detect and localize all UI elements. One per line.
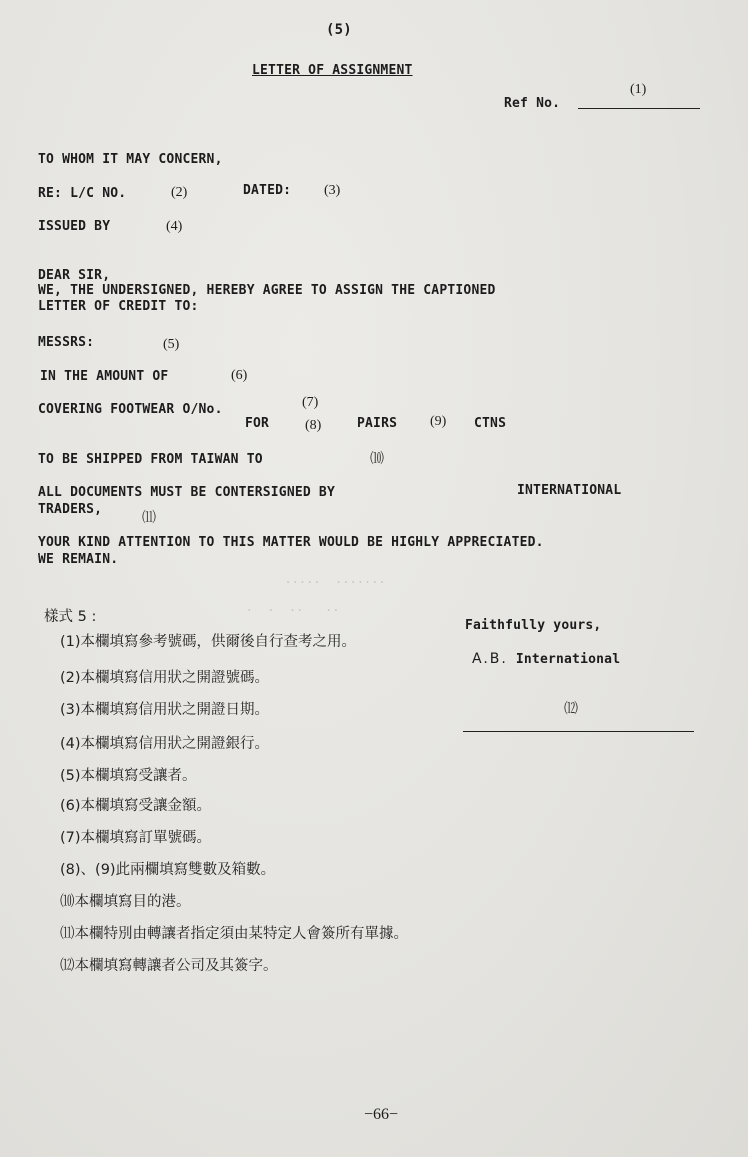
pairs-label: PAIRS bbox=[357, 416, 398, 431]
company-name bbox=[472, 651, 620, 667]
documents-international: INTERNATIONAL bbox=[517, 483, 622, 498]
amount-label: IN THE AMOUNT OF bbox=[40, 369, 169, 384]
issued-by-marker: (4) bbox=[166, 219, 183, 234]
documents-line-1: ALL DOCUMENTS MUST BE CONTERSIGNED BY bbox=[38, 485, 335, 500]
note-item: (4)本欄填寫信用狀之開證銀行。 bbox=[60, 736, 270, 752]
note-item: ⑽本欄填寫目的港。 bbox=[60, 894, 191, 910]
ref-marker: (1) bbox=[630, 82, 647, 97]
company-prefix: A.B. bbox=[472, 651, 508, 667]
documents-line-2: TRADERS, bbox=[38, 502, 103, 517]
countersign-marker: ⑾ bbox=[142, 511, 156, 526]
closing-line-2: WE REMAIN. bbox=[38, 552, 119, 567]
lc-number-marker: (2) bbox=[171, 185, 188, 200]
company-suffix: International bbox=[515, 652, 621, 667]
shipped-label: TO BE SHIPPED FROM TAIWAN TO bbox=[38, 452, 263, 467]
note-item: (3)本欄填寫信用狀之開證日期。 bbox=[60, 702, 270, 718]
letter-title: LETTER OF ASSIGNMENT bbox=[252, 63, 413, 78]
note-item: ⑾本欄特別由轉讓者指定須由某特定人會簽所有單據。 bbox=[60, 926, 408, 942]
note-item: (5)本欄填寫受讓者。 bbox=[60, 768, 197, 784]
order-number-marker: (7) bbox=[302, 395, 319, 410]
issued-by-label: ISSUED BY bbox=[38, 219, 111, 234]
pairs-count-marker: (8) bbox=[305, 418, 322, 433]
dear-sir: DEAR SIR, bbox=[38, 268, 111, 283]
destination-marker: ⑽ bbox=[370, 452, 384, 467]
bleed-through-text: . . .. .. bbox=[195, 600, 340, 614]
note-item: ⑿本欄填寫轉讓者公司及其簽字。 bbox=[60, 958, 278, 974]
salutation: TO WHOM IT MAY CONCERN, bbox=[38, 152, 223, 167]
amount-marker: (6) bbox=[231, 368, 248, 383]
cartons-count-marker: (9) bbox=[430, 414, 447, 429]
lc-number-label: RE: L/C NO. bbox=[38, 186, 127, 201]
messrs-label: MESSRS: bbox=[38, 335, 95, 350]
note-item: (7)本欄填寫訂單號碼。 bbox=[60, 830, 212, 846]
for-label: FOR bbox=[245, 416, 270, 431]
dated-label: DATED: bbox=[243, 183, 292, 198]
page-number: −66− bbox=[364, 1106, 399, 1123]
signature-line bbox=[463, 731, 694, 732]
bleed-through-text: ..... ....... bbox=[270, 572, 386, 586]
page-label: (5) bbox=[326, 22, 352, 38]
signature-marker: ⑿ bbox=[564, 702, 578, 717]
covering-label: COVERING FOOTWEAR O/No. bbox=[38, 402, 223, 417]
note-item: (6)本欄填寫受讓金額。 bbox=[60, 798, 212, 814]
faithfully-yours: Faithfully yours, bbox=[465, 618, 602, 633]
note-item: (2)本欄填寫信用狀之開證號碼。 bbox=[60, 670, 270, 686]
ref-label: Ref No. bbox=[504, 96, 561, 111]
body-line-1: WE, THE UNDERSIGNED, HEREBY AGREE TO ASSIGN THE CAPTIONED bbox=[38, 283, 496, 298]
dated-marker: (3) bbox=[324, 183, 341, 198]
notes-heading: 樣式 5 : bbox=[44, 609, 97, 625]
note-item: (8)、(9)此兩欄填寫雙數及箱數。 bbox=[60, 862, 276, 878]
ctns-label: CTNS bbox=[474, 416, 507, 431]
body-line-2: LETTER OF CREDIT TO: bbox=[38, 299, 199, 314]
ref-underline bbox=[578, 108, 700, 109]
note-item: (1)本欄填寫參考號碼，供爾後自行查考之用。 bbox=[60, 634, 357, 650]
closing-line-1: YOUR KIND ATTENTION TO THIS MATTER WOULD BE HIGHLY APPRECIATED. bbox=[38, 535, 544, 550]
messrs-marker: (5) bbox=[163, 337, 180, 352]
